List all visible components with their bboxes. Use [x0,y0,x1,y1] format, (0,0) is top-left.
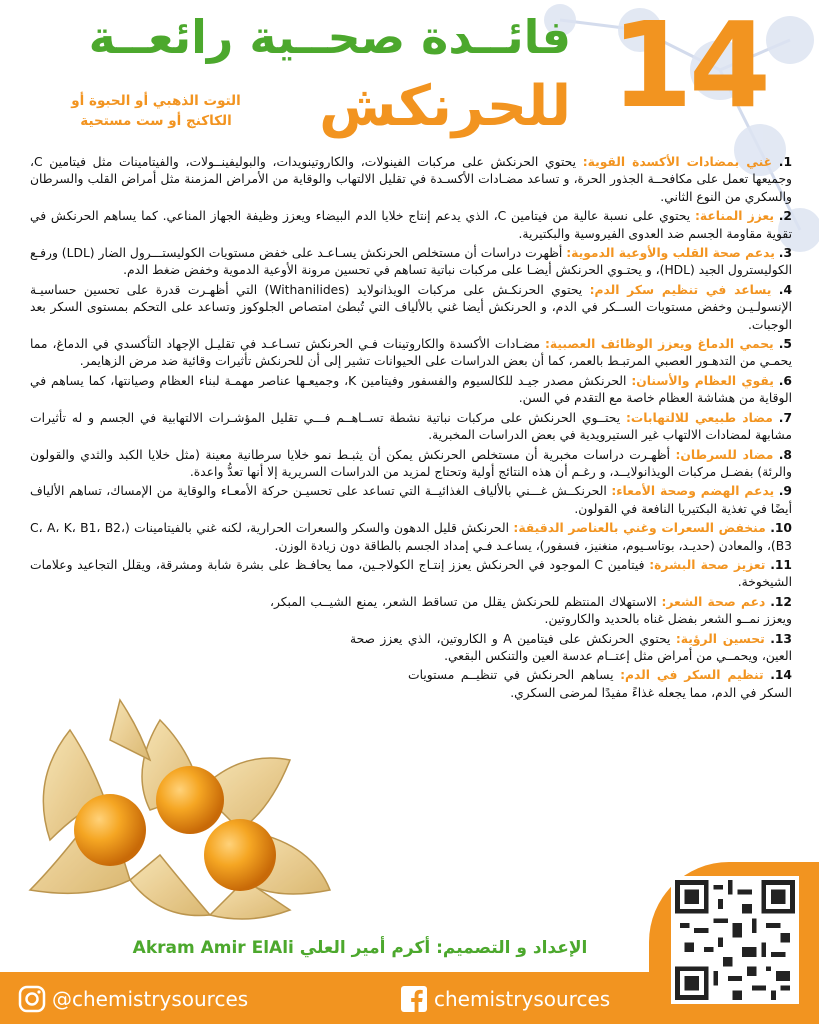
item-title: تعزيز صحة البشرة: [649,557,766,572]
item-text: الحرنكش قليل الدهون والسكر والسعرات الحرارية، لكنه غني بالفيتامينات (C، A، K، B1، B2، B3)، والمعادن (حديـد، بوتاسـيوم، منغنيز، فسفور)، يساعـد فـي إمداد الجسم بالطاقة دون زيادة الوزن. [30,521,792,553]
list-item [30,483,792,518]
list-item [408,667,792,702]
item-number: 12. [770,594,792,609]
headline-title: فائــدة صحــية رائعــة [88,10,571,64]
item-title: يدعم الهضم وصحة الأمعاء: [611,484,775,499]
item-number: 5. [778,337,792,352]
item-text: أظهرت دراسات أن مستخلص الحرنكش يسـاعـد على خفض مستويات الكوليستـــرول الضار (LDL) ورفـع الكوليسترول الجيد (HDL)، و يحتـوي الحرنكش أيضـا على مركبات نباتية تساهم في تحسين مرونة الأوعية الدموية وخفض ضغط الدم. [30,246,792,278]
item-title: يدعم صحة القلب والأوعية الدموية: [566,246,775,261]
item-text: فيتامين C الموجود في الحرنكش يعزز إنتـاج الكولاجـين، مما يحافـظ على بشرة شابة ومشرقة، ويقلل التجاعيد وعلامات الشيخوخة. [30,557,792,590]
item-text: يحتوي الحرنكش على مركبات الفينولات، والكاروتينويدات، والبوليفينــولات، والفيتامينات مثل فيتامين C، وجميعها تعمل على مكافحــة الجذور الحرة، و تساعد مضـادات الأكسـدة في تقليل الالتهاب والوقاية من الأمراض المزمنة مثل أمراض القلب والسرطان والسكري من النوع الثاني. [30,155,792,204]
item-text: مضـادات الأكسدة والكاروتينات فـي الحرنكش تسـاعـد في تقليـل الإجهاد التأكسدي في الدماغ، مما يحمـي من التدهـور العصبي المرتبـط بالعمر، كما أن بعض الدراسات على الحيوانات تشير إلى أن للحرنكش تأثيرات وقائية ضد مرض الزهايمر. [30,337,792,369]
item-number: 10. [770,521,792,536]
facebook-link[interactable] [400,984,610,1014]
item-title: تنظيم السكر في الدم: [620,668,764,683]
item-number: 4. [778,282,792,297]
item-text: يحتوي الحرنكش على فيتامين A و الكاروتين، الذي يعزز صحة العين، ويحمــي من أمراض مثل إعتــام عدسة العين والتنكس البقعي. [350,631,792,663]
list-item [30,520,792,555]
item-text: يحتوي الحرنكـش على مركبات الويذانولايد (Withanilides) التي أظهـرت قدرة على تحسين حساسيـة الإنسولـيـن وخفض مستويات الســكر في الدم، و الحرنكش أيضا غني بالألياف التي تُبطئ امتصاص الجلوكوز وتساعد على التحكم بمستوى السكر بعد الوجبات. [30,282,792,332]
item-title: تحسين الرؤية: [675,631,765,646]
list-item [30,245,792,280]
list-item [30,447,792,482]
list-item [30,208,792,243]
list-item [30,373,792,408]
item-title: يساعد في تنظيم سكر الدم: [589,282,772,297]
item-number: 9. [778,484,792,499]
item-title: منخفض السعرات وغني بالعناصر الدقيقة: [513,521,766,536]
golden-berry-image [10,690,340,930]
item-title: مضاد للسرطان: [675,447,774,462]
list-item [30,410,792,445]
qr-code[interactable] [671,876,799,1004]
item-title: مضاد طبيعي للالتهابات: [626,410,773,425]
list-item [350,631,792,666]
item-number: 2. [778,209,792,224]
list-item [30,154,792,206]
list-item [30,336,792,371]
item-title: دعم صحة الشعر: [661,594,766,609]
item-text: الحرنكش مصدر جيـد للكالسيوم والفسفور وفيتامين K، وجميعـها عناصر مهمـة لبناء العظام وصيانتها، كما يساهم في الوقاية من هشاشة العظام خاصة مع التقدم في السن. [30,373,792,406]
item-text: أظهـرت دراسات مخبرية أن مستخلص الحرنكش يمكن أن يثبـط نمو خلايا سرطانية معينة (مثل خلايا الكبد والثدي والقولون والرئة) بفضـل مركبات الويذانولايــد، و رغـم أن هذه النتائج أولية وتحتاج لمزيد من الدراسات السريرية إلا أنها تعدُّ واعدة. [30,447,792,479]
item-title: يعزز المناعة: [694,209,774,224]
item-title: غني بمضادات الأكسدة القوية: [582,155,773,169]
headline-number: 14 [610,0,767,134]
item-text: يحتوي على نسبة عالية من فيتامين C، الذي يدعم إنتاج خلايا الدم البيضاء ويعزز وظيفة الجهاز المناعي. كما يساهم الحرنكش في تقوية مقاومة الجسم ضد العدوى الفيروسية والبكتيرية. [30,209,792,241]
benefits-list [30,154,792,704]
alternate-names: التوت الذهبي أو الحبوة أو الكاكنج أو ست مستحية [71,93,241,129]
item-number: 1. [778,155,792,169]
item-number: 3. [778,246,792,261]
item-text: يحتــوي الحرنكش على مركبات نباتية نشطة تســاهــم فـــي تقليل المؤشـرات الالتهابية في الجسم و له تأثيرات مشابهة لمضادات الالتهاب غير الستيرويدية في بعض الدراسات المخبرية. [30,410,792,443]
item-number: 7. [778,410,792,425]
item-number: 11. [770,557,792,572]
item-number: 14. [770,668,792,683]
item-number: 13. [770,631,792,646]
headline-subject: للحرنكش [319,74,571,139]
item-title: يحمي الدماغ ويعزز الوظائف العصبية: [545,337,774,352]
header [0,0,819,160]
instagram-handle: @chemistrysources [52,987,249,1011]
facebook-icon [400,985,428,1013]
item-number: 8. [778,447,792,462]
author-credit: الإعداد و التصميم: أكرم أمير العلي Akram Amir ElAli [132,938,588,958]
instagram-link[interactable] [18,984,248,1014]
item-text: يساهم الحرنكش في تنظيــم مستويات السكر في الدم، مما يجعله غذاءً مفيدًا لمرضى السكري. [408,668,792,700]
item-number: 6. [778,373,792,388]
item-text: الحرنكــش غـــني بالألياف الغذائيــة التي تساعد على تحسيـن حركة الأمعـاء والوقاية من الإمساك، تساهم الألياف أيضًا في تغذية البكتيريا النافعة في القولون. [30,484,792,516]
list-item [270,594,792,629]
facebook-handle: chemistrysources [434,987,611,1011]
list-item [30,282,792,334]
item-title: يقوي العظام والأسنان: [631,373,774,388]
list-item [30,557,792,592]
instagram-icon [18,985,46,1013]
item-text: الاستهلاك المنتظم للحرنكش يقلل من تساقط الشعر، يمنع الشيــب المبكر، ويعزز نمــو الشعر بفضل غناه بالحديد والكاروتين. [270,594,792,627]
